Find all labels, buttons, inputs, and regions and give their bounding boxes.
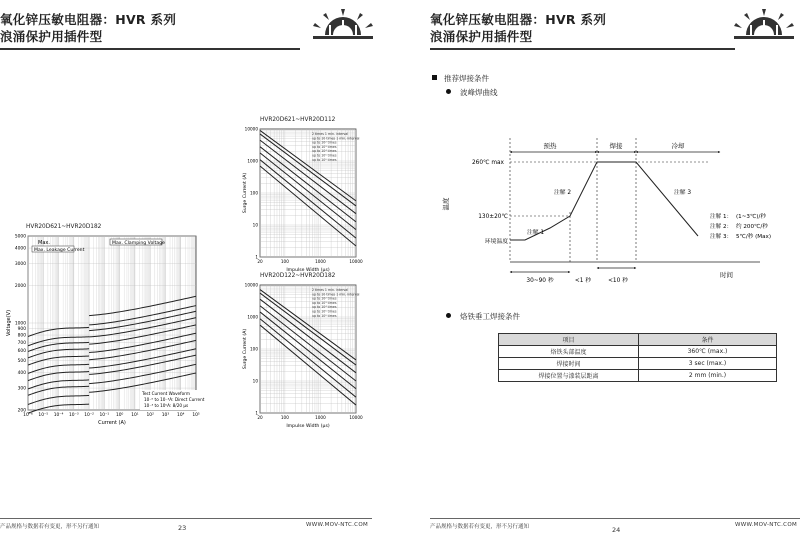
surge-legend-item: up to 10⁵ times bbox=[312, 309, 337, 314]
iron-solder-table bbox=[498, 333, 777, 382]
surge1-xlabel: Impulse Width (μs) bbox=[286, 268, 330, 273]
level-130: 130±20℃ bbox=[478, 214, 508, 220]
table-row bbox=[499, 370, 777, 382]
surge2-ylabel: Surge Current (A) bbox=[243, 328, 248, 370]
vi-xtick-label: 10⁰ bbox=[115, 413, 124, 418]
note-3: 注解 3 bbox=[674, 190, 692, 196]
legend-val-1: (1~3℃)/秒 bbox=[736, 214, 766, 220]
vi-xtick-label: 10⁻² bbox=[84, 413, 94, 418]
surge-xtick-label: 100 bbox=[280, 415, 289, 420]
footer-url: WWW.MOV-NTC.COM bbox=[735, 522, 797, 528]
temp-axis-label: 温度 bbox=[442, 197, 450, 211]
legend-val-3: 5℃/秒 (Max) bbox=[736, 234, 772, 240]
vi-ytick-label: 200 bbox=[17, 408, 26, 414]
circle-bullet-icon bbox=[446, 313, 451, 318]
vi-ylabel: Voltage(V) bbox=[6, 309, 12, 337]
surge1-title: HVR20D621~HVR20D112 bbox=[260, 117, 336, 123]
surge-legend-item: up to 10² times bbox=[312, 140, 337, 145]
surge-ytick-label: 10000 bbox=[244, 282, 258, 288]
footer-rule bbox=[430, 518, 800, 519]
table-header-item: 项目 bbox=[499, 334, 639, 346]
vi-characteristic-chart bbox=[4, 233, 214, 428]
surge-ytick-label: 1000 bbox=[247, 158, 258, 164]
level-260: 260℃ max bbox=[471, 160, 504, 166]
surge-ytick-label: 1 bbox=[255, 254, 258, 260]
phase-solder: 焊接 bbox=[609, 142, 623, 150]
surge-legend-item: up to 10 times 1 min. interval bbox=[312, 292, 360, 297]
surge-xtick-label: 10000 bbox=[349, 259, 363, 264]
surge-xtick-label: 1000 bbox=[315, 259, 326, 264]
legend-key-2: 注解 2： bbox=[710, 224, 733, 230]
vi-xtick-label: 10¹ bbox=[131, 413, 139, 418]
footer-url: WWW.MOV-NTC.COM bbox=[306, 522, 368, 528]
note-1: 注解 1 bbox=[527, 230, 545, 236]
table-row bbox=[499, 346, 777, 358]
legend-key-1: 注解 1： bbox=[710, 214, 733, 220]
phase-cool: 冷却 bbox=[671, 142, 685, 150]
header-title-line1: 氧化锌压敏电阻器：HVR 系列 bbox=[0, 12, 177, 27]
time-axis-label: 时间 bbox=[720, 271, 733, 279]
surge-legend-item: up to 10⁴ times bbox=[312, 305, 337, 310]
surge-legend-item: up to 10³ times bbox=[312, 144, 337, 149]
surge-ytick-label: 10 bbox=[252, 378, 258, 384]
header-rule bbox=[0, 48, 300, 50]
surge-legend-item: up to 10⁵ times bbox=[312, 153, 337, 158]
vi-ytick-label: 300 bbox=[17, 386, 26, 392]
surge-xtick-label: 10000 bbox=[349, 415, 363, 420]
surge-legend-item: up to 10² times bbox=[312, 296, 337, 301]
surge1-ylabel: Surge Current (A) bbox=[243, 172, 248, 214]
vi-waveform-note-2: 10⁻⁶ to 10⁻³A: Direct Current bbox=[144, 397, 205, 402]
page-number: 24 bbox=[612, 526, 621, 534]
vi-xtick-label: 10⁻¹ bbox=[99, 413, 110, 418]
vi-ytick-label: 4000 bbox=[14, 246, 26, 252]
header-rule bbox=[430, 48, 735, 50]
vi-ytick-label: 900 bbox=[17, 327, 26, 333]
surge2-title: HVR20D122~HVR20D182 bbox=[260, 273, 336, 279]
square-bullet-icon bbox=[432, 75, 437, 80]
surge-rating-chart-1 bbox=[240, 125, 368, 275]
vi-ytick-label: 3000 bbox=[14, 262, 26, 268]
circle-bullet-icon bbox=[446, 89, 451, 94]
vi-waveform-note-3: 10⁻³ to 10⁵A: 8/20 μs bbox=[144, 403, 189, 408]
footer-rule bbox=[0, 518, 372, 519]
surge-legend-item: up to 10⁴ times bbox=[312, 149, 337, 154]
duration-solder: <1 秒 bbox=[574, 278, 592, 284]
duration-preheat: 30~90 秒 bbox=[526, 278, 554, 284]
sun-logo-icon bbox=[726, 5, 800, 47]
vi-ytick-label: 600 bbox=[17, 349, 26, 355]
vi-ytick-label: 5000 bbox=[14, 234, 26, 240]
bullet-wave-solder: 波峰焊曲线 bbox=[446, 87, 498, 98]
vi-xtick-label: 10⁵ bbox=[192, 413, 200, 418]
surge-xtick-label: 100 bbox=[280, 259, 289, 264]
phase-preheat: 预热 bbox=[543, 142, 557, 150]
header-title-line1: 氧化锌压敏电阻器：HVR 系列 bbox=[430, 12, 607, 27]
bullet-iron-solder: 烙铁垂工焊接条件 bbox=[446, 311, 520, 322]
table-cell: 360℃ (max.) bbox=[639, 346, 777, 358]
vi-ytick-label: 1000 bbox=[14, 321, 26, 327]
vi-ytick-label: 2000 bbox=[14, 284, 26, 290]
surge-legend-item: 2 times 1 min. interval bbox=[312, 288, 349, 292]
vi-annot-max: Max. bbox=[38, 240, 50, 246]
vi-ytick-label: 500 bbox=[17, 358, 26, 364]
surge-legend-item: up to 10⁶ times bbox=[312, 157, 337, 162]
vi-xtick-label: 10⁻⁵ bbox=[38, 413, 49, 418]
surge-rating-chart-2 bbox=[240, 281, 368, 431]
surge-xtick-label: 1000 bbox=[315, 415, 326, 420]
vi-xtick-label: 10⁴ bbox=[177, 413, 185, 418]
surge-legend-item: 2 times 1 min. interval bbox=[312, 132, 349, 136]
vi-xtick-label: 10⁻⁶ bbox=[23, 413, 33, 418]
table-cell: 2 mm (min.) bbox=[639, 370, 777, 382]
surge-ytick-label: 10000 bbox=[244, 126, 258, 132]
vi-xtick-label: 10² bbox=[146, 413, 154, 418]
legend-val-2: 约 200℃/秒 bbox=[736, 224, 768, 230]
surge-ytick-label: 10 bbox=[252, 222, 258, 228]
right-page bbox=[400, 0, 800, 534]
vi-waveform-note-1: Test Current Waveform bbox=[142, 391, 190, 396]
table-cell: 焊接时间 bbox=[499, 358, 639, 370]
duration-cool: <10 秒 bbox=[608, 278, 628, 284]
wave-solder-profile-chart bbox=[430, 132, 800, 287]
vi-ytick-label: 400 bbox=[17, 371, 26, 377]
table-cell: 3 sec (max.) bbox=[639, 358, 777, 370]
surge-legend-item: up to 10⁶ times bbox=[312, 313, 337, 318]
note-2: 注解 2 bbox=[554, 190, 572, 196]
vi-chart-title: HVR20D621~HVR20D182 bbox=[26, 224, 102, 230]
page-number: 23 bbox=[178, 524, 187, 532]
vi-ytick-label: 700 bbox=[17, 340, 26, 346]
vi-annot-leakage: Max. Leakage Current bbox=[34, 248, 85, 253]
footer-note: 产品规格与数据若有变更，形不另行通知 bbox=[430, 524, 530, 530]
header-title-line2: 浪涌保护用插件型 bbox=[0, 29, 103, 44]
surge-legend-item: up to 10 times 1 min. interval bbox=[312, 136, 360, 141]
table-header-row bbox=[499, 334, 777, 346]
vi-annot-clamping: Max. Clamping Voltage bbox=[112, 241, 165, 246]
vi-ytick-label: 800 bbox=[17, 333, 26, 339]
vi-xtick-label: 10⁻⁴ bbox=[53, 413, 64, 418]
table-cell: 焊接位置与漆装层距离 bbox=[499, 370, 639, 382]
header-title-line2: 浪涌保护用插件型 bbox=[430, 29, 533, 44]
sun-logo-icon bbox=[305, 5, 381, 47]
table-header-condition: 条件 bbox=[639, 334, 777, 346]
vi-xtick-label: 10⁻³ bbox=[68, 413, 79, 418]
level-ambient: 环境温度 bbox=[484, 239, 508, 245]
section-recommended-soldering: 推荐焊接条件 bbox=[432, 73, 489, 84]
surge-ytick-label: 1 bbox=[255, 410, 258, 416]
surge-xtick-label: 20 bbox=[257, 259, 263, 264]
vi-xtick-label: 10³ bbox=[161, 413, 170, 418]
surge-ytick-label: 100 bbox=[250, 346, 258, 352]
surge-ytick-label: 100 bbox=[250, 190, 258, 196]
legend-key-3: 注解 3： bbox=[710, 234, 733, 240]
surge2-xlabel: Impulse Width (μs) bbox=[286, 424, 330, 429]
table-row bbox=[499, 358, 777, 370]
surge-ytick-label: 1000 bbox=[247, 314, 258, 320]
vi-xlabel: Current (A) bbox=[98, 420, 126, 426]
footer-note: 产品规格与数据若有变更，形不另行通知 bbox=[0, 524, 100, 530]
table-cell: 烙铁头部温度 bbox=[499, 346, 639, 358]
surge-legend-item: up to 10³ times bbox=[312, 300, 337, 305]
temperature-profile-line bbox=[510, 162, 698, 240]
surge-xtick-label: 20 bbox=[257, 415, 263, 420]
